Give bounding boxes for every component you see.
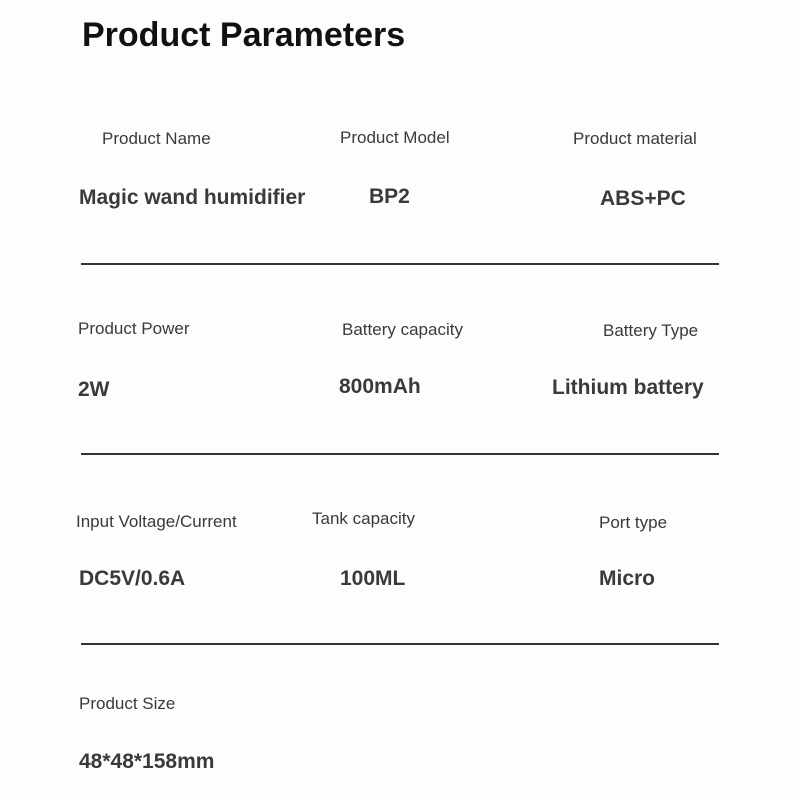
label-product-material: Product material: [573, 129, 697, 148]
value-battery-type: Lithium battery: [552, 376, 704, 399]
label-product-power: Product Power: [78, 319, 190, 338]
label-product-size: Product Size: [79, 694, 176, 713]
label-port-type: Port type: [599, 513, 668, 532]
value-product-material: ABS+PC: [600, 187, 686, 210]
value-tank-capacity: 100ML: [340, 567, 406, 590]
value-product-power: 2W: [78, 378, 110, 401]
value-product-model: BP2: [369, 185, 410, 208]
value-input-voltage: DC5V/0.6A: [79, 567, 186, 590]
label-battery-capacity: Battery capacity: [342, 320, 463, 339]
value-port-type: Micro: [599, 567, 656, 590]
label-input-voltage: Input Voltage/Current: [76, 512, 237, 531]
value-product-size: 48*48*158mm: [79, 750, 215, 773]
value-battery-capacity: 800mAh: [339, 375, 421, 398]
page-title: Product Parameters: [82, 16, 406, 54]
label-battery-type: Battery Type: [603, 321, 699, 340]
label-product-name: Product Name: [102, 129, 211, 148]
row-divider: [81, 643, 719, 645]
value-product-name: Magic wand humidifier: [79, 186, 306, 209]
row-divider: [81, 263, 719, 265]
label-tank-capacity: Tank capacity: [312, 509, 415, 528]
row-divider: [81, 453, 719, 455]
label-product-model: Product Model: [340, 128, 450, 147]
